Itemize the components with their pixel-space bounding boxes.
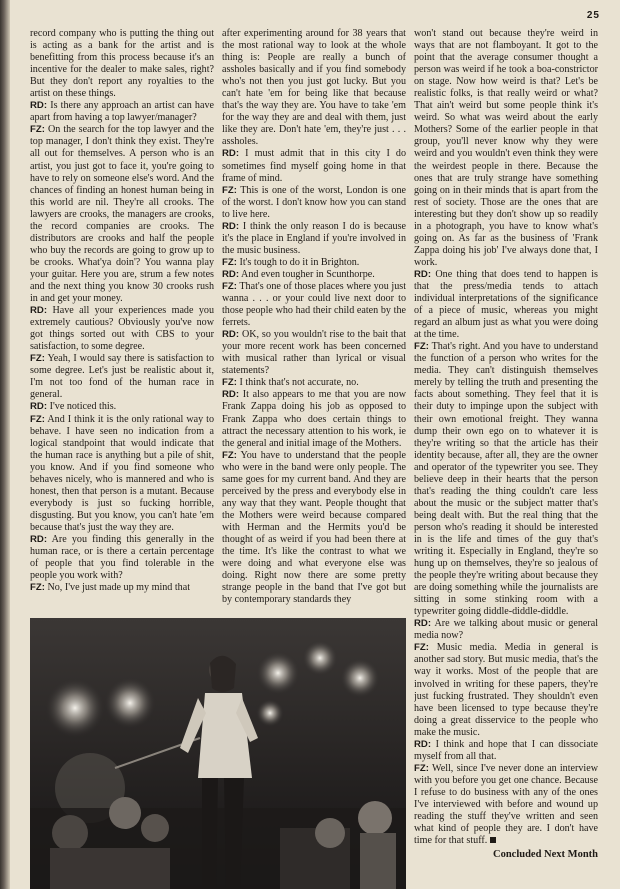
page-binding-edge	[0, 0, 10, 889]
paragraph: after experimenting around for 38 years that the most rational way to look at the whole thing is: People are really a bunch of assholes basically and if you find somebody who's not then you just got lucky. But you can't hate 'em for being like that because that's the way they are. You have to take 'em for the way they are and deal with them, just like they are. Don't hate 'em, they're just . . . assholes.	[222, 28, 406, 148]
page-number: 25	[586, 10, 600, 21]
concert-photo-illustration	[30, 618, 406, 889]
paragraph: RD: I've noticed this.	[30, 401, 117, 413]
concert-photo	[30, 618, 406, 889]
paragraph: FZ: Yeah, I would say there is satisfaction to some degree. Let's just be realistic about it, I'm not too fond of the human race in general.	[30, 353, 214, 401]
paragraph: record company who is putting the thing out is acting as a bank for the artist and is benefitting from this process because it's an incentive for the dealer to make sales, right? But they don't report any royalties to the artist on these things.	[30, 28, 214, 100]
paragraph: RD: Have all your experiences made you extremely cautious? Obviously you've now got things sorted out with CBS to your satisfaction, to some degree.	[30, 305, 214, 353]
paragraph: RD: Is there any approach an artist can have apart from having a top lawyer/manager?	[30, 100, 214, 124]
paragraph: RD: I think the only reason I do is because it's the place in England if you're involved in the music business.	[222, 220, 406, 256]
paragraph: FZ: And I think it is the only rational way to behave. I have seen no indication from a logical standpoint that would indicate that the human race is anything but a pile of shit, you know. And if you find someone who behaves nicely, who is mannered and who is honest, then that person is a mutant. Because everybody is just so fucking horrible, disgusting. But you know, you can't hate 'em because that's just the way they are.	[30, 413, 214, 533]
paragraph: RD: It also appears to me that you are now Frank Zappa doing his job as opposed to Frank Zappa who does certain things to attract the necessary attention to his work, ie the general and initial image of the Mothers.	[222, 389, 406, 449]
concluded-next-month: Concluded Next Month	[492, 849, 598, 861]
paragraph: FZ: No, I've just made up my mind that	[30, 582, 191, 594]
paragraph: RD: OK, so you wouldn't rise to the bait that your more recent work has been concerned with musical rather than lyrical or visual statements?	[222, 329, 406, 377]
text-column-1	[30, 28, 214, 618]
paragraph: RD: Are we talking about music or general media now?	[414, 618, 598, 642]
paragraph: RD: I think and hope that I can dissociate myself from all that.	[414, 738, 598, 762]
paragraph: FZ: This is one of the worst, London is one of the worst. I don't know how you can stand to live here.	[222, 184, 406, 220]
paragraph: won't stand out because they're weird in ways that are not flamboyant. It got to the point that the average consumer thought a person was weird if he took a boa-constrictor on stage. Now how weird is that? Let's be realistic folks, is that really weird or what? That ain't weird but some people think it's weird. So what was weird about the early Mothers? Some of the earlier people in that group, you'll never know why they were weird and you wouldn't even think they were the weirdest people in there. Because the ones that are truly strange have something going on in their minds that is apart from the rest of society. Those are the ones that are interesting but they don't show up so readily in a photograph, you have to know what's going on. As far as the business of 'Frank Zappa doing his job' I've always done that, I work.	[414, 28, 598, 268]
paragraph: FZ: Music media. Media in general is another sad story. But music media, that's the way it works. Most of the people that are involved in writing for these papers, they're just fucking frustrated. They shouldn't even have been licensed to type because they're doing a great disservice to the people who make the music.	[414, 642, 598, 738]
text-column-3	[414, 28, 598, 864]
paragraph: FZ: That's right. And you have to understand the function of a person who writes for the media. They can't distinguish themselves merely by telling the truth and presenting the facts about something. They feel that it is their duty to impinge upon the subject with their own emotional freight. They wanna dump their own ego on to whatever it is they're writing so that the article has their identity because, after all, they are the owner and operator of the typewriter you see. They believe deep in their hearts that the person that's reading the thing couldn't care less about the music or the subject matter that's being dealt with. But the real thing that the person who's reading it should be interested in is the life and times of the guy that's writing it. Especially in England, they're so hung up on themselves, they're so jealous of the people they're writing about because they are doing something while the journalists are sitting in some stinking room with a typewriter going diddle-diddle-diddle.	[414, 341, 598, 618]
paragraph: FZ: Well, since I've never done an interview with you before you get one chance. Because I refuse to do business with any of the ones I've interviewed with before and wound up reading the stuff they've written and seen what kind of people they are. I don't have time for that stuff.	[414, 762, 598, 847]
paragraph: RD: And even tougher in Scunthorpe.	[222, 268, 375, 280]
text-column-2	[222, 28, 406, 618]
paragraph: FZ: On the search for the top lawyer and the top manager, I don't think they exist. They're all out for themselves. A person who is an artist, you just got to face it, you're going to have to rely on someone else's word. And the chances of finding an honest human being in this world are nil. They're all crooks. The lawyers are crooks, the managers are crooks, the record companies are crooks. The distributors are crooks and half the people who buy the records are going to grow up to be crooks. What'ya doin'? You wanna play your guitar. Here you are, strum a few notes and the next thing you know 30 crooks rush in and get your money.	[30, 124, 214, 305]
paragraph: FZ: It's tough to do it in Brighton.	[222, 256, 360, 268]
paragraph: RD: One thing that does tend to happen is that the press/media tends to attach individual interpretations of the significance of a piece of music, whereas you might regard an album just as what you were doing at the time.	[414, 268, 598, 341]
paragraph: FZ: That's one of those places where you just wanna . . . or your could live next door to those people who had their child eaten by the ferrets.	[222, 280, 406, 329]
paragraph: RD: I must admit that in this city I do sometimes find myself going home in that frame of mind.	[222, 148, 406, 184]
paragraph: FZ: You have to understand that the people who were in the band were only people. The same goes for my current band. And they are perceived by the press and everybody else in any way that they want. People thought that the Mothers were weird because compared with Herman and the Hermits you'd be thought of as weird if you had been there at the time. It's like the contrast to what we were doing and what everyone else was doing. Right now there are some pretty strange people in the band that I've got but by contemporary standards they	[222, 449, 406, 606]
paragraph: FZ: I think that's not accurate, no.	[222, 377, 359, 389]
paragraph: RD: Are you finding this generally in the human race, or is there a certain percentage of people that you find tolerable in the people you work with?	[30, 533, 214, 582]
end-mark-icon	[490, 837, 496, 843]
